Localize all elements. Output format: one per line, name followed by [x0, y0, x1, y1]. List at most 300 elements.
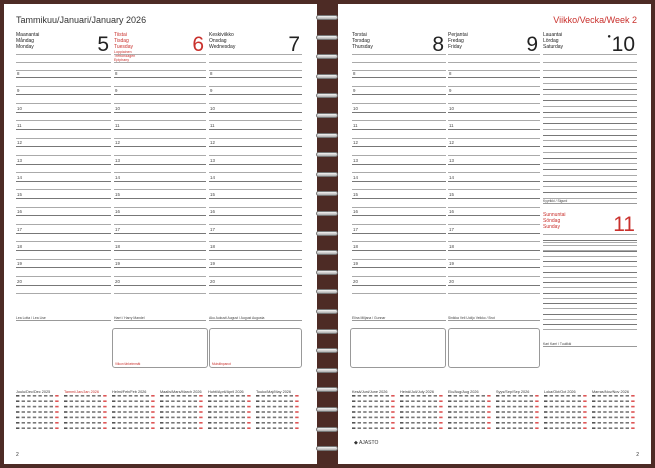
- calendar-date-mark: [434, 411, 437, 413]
- calendar-date-mark: [572, 411, 575, 413]
- calendar-date-mark: [27, 406, 30, 408]
- half-hour-line: [16, 276, 111, 277]
- calendar-date-mark: [518, 395, 521, 397]
- calendar-date-mark: [620, 417, 623, 419]
- calendar-date-mark: [284, 417, 287, 419]
- calendar-date-mark: [363, 411, 366, 413]
- calendar-date-mark: [487, 406, 490, 408]
- spiral-ring: [316, 288, 338, 295]
- half-hour-line: [448, 86, 540, 87]
- calendar-date-mark: [626, 427, 629, 429]
- calendar-date-mark: [22, 400, 25, 402]
- calendar-date-mark: [583, 411, 586, 413]
- calendar-date-mark: [535, 400, 538, 402]
- calendar-date-mark: [177, 417, 180, 419]
- calendar-date-mark: [166, 400, 169, 402]
- calendar-date-mark: [363, 427, 366, 429]
- hour-line: [448, 105, 540, 113]
- calendar-date-mark: [561, 406, 564, 408]
- calendar-date-mark: [406, 427, 409, 429]
- hour-label: 10: [210, 105, 215, 111]
- notes-box-thursday[interactable]: [350, 328, 446, 368]
- calendar-date-mark: [417, 417, 420, 419]
- calendar-date-mark: [482, 422, 485, 424]
- calendar-date-mark: [428, 427, 431, 429]
- calendar-date-mark: [284, 400, 287, 402]
- calendar-date-mark: [290, 406, 293, 408]
- calendar-date-mark: [112, 400, 115, 402]
- half-hour-line: [114, 276, 206, 277]
- ring-wire: [316, 191, 338, 196]
- calendar-date-mark: [273, 400, 276, 402]
- calendar-date-mark: [487, 427, 490, 429]
- calendar-date-mark: [118, 422, 121, 424]
- hour-line: [543, 192, 637, 193]
- calendar-date-mark: [598, 417, 601, 419]
- calendar-date-mark: [22, 427, 25, 429]
- calendar-date-mark: [33, 406, 36, 408]
- calendar-date-mark: [626, 422, 629, 424]
- calendar-date-mark: [33, 395, 36, 397]
- calendar-date-mark: [177, 395, 180, 397]
- day-column-wednesday[interactable]: Keskiviikko Onsdag Wednesday 7 8 9 10 11 12 13 14 15 16 17 18 19 20 Aku Aukusti August / August Augusta: [209, 32, 300, 320]
- calendar-date-mark: [256, 395, 259, 397]
- calendar-date-mark: [598, 411, 601, 413]
- hour-label: 11: [210, 122, 215, 128]
- calendar-date-mark: [626, 417, 629, 419]
- half-hour-line: [16, 224, 111, 225]
- calendar-date-mark: [242, 411, 245, 413]
- calendar-date-mark: [273, 427, 276, 429]
- notes-box[interactable]: Muistiinpanot: [209, 328, 302, 368]
- calendar-date-mark: [417, 427, 420, 429]
- calendar-date-mark: [140, 417, 143, 419]
- month-title: Tammikuu/Januari/January 2026: [16, 15, 147, 25]
- hour-line: [16, 226, 111, 234]
- calendar-date-mark: [400, 417, 403, 419]
- half-hour-line: [543, 266, 637, 267]
- day-number: 10: [611, 33, 635, 56]
- hour-line: [543, 181, 637, 182]
- calendar-date-mark: [386, 406, 389, 408]
- hour-label: 14: [17, 174, 22, 180]
- calendar-date-mark: [487, 400, 490, 402]
- calendar-date-mark: [225, 400, 228, 402]
- hour-line: [16, 71, 111, 78]
- hour-line: [448, 244, 540, 251]
- calendar-date-mark: [518, 422, 521, 424]
- half-hour-line: [114, 86, 206, 87]
- calendar-date-mark: [487, 417, 490, 419]
- calendar-date-mark: [352, 400, 355, 402]
- hour-label: 15: [115, 192, 120, 198]
- calendar-date-mark: [465, 417, 468, 419]
- calendar-date-mark: [598, 395, 601, 397]
- calendar-date-mark: [278, 411, 281, 413]
- calendar-date-mark: [454, 406, 457, 408]
- calendar-date-mark: [166, 427, 169, 429]
- calendar-date-mark: [70, 395, 73, 397]
- hour-line: [448, 209, 540, 216]
- ring-wire: [316, 427, 338, 432]
- day-number: 11: [613, 213, 635, 236]
- calendar-date-mark: [448, 411, 451, 413]
- calendar-date-mark: [592, 406, 595, 408]
- calendar-date-mark: [502, 422, 505, 424]
- calendar-date-mark: [118, 417, 121, 419]
- hour-line: [448, 226, 540, 234]
- calendar-date-mark: [380, 422, 383, 424]
- hour-label: 17: [449, 226, 454, 232]
- hour-label: 9: [115, 88, 118, 94]
- calendar-date-mark: [70, 427, 73, 429]
- calendar-date-mark: [256, 400, 259, 402]
- hour-label: 18: [449, 244, 454, 249]
- calendar-date-mark: [256, 411, 259, 413]
- calendar-date-mark: [123, 400, 126, 402]
- calendar-date-mark: [70, 400, 73, 402]
- calendar-date-mark: [50, 417, 53, 419]
- calendar-date-mark: [417, 406, 420, 408]
- calendar-date-mark: [247, 422, 250, 424]
- ring-wire: [316, 152, 338, 157]
- half-hour-line: [543, 308, 637, 309]
- calendar-date-mark: [225, 427, 228, 429]
- calendar-date-mark: [544, 411, 547, 413]
- calendar-date-mark: [530, 417, 533, 419]
- hour-label: 8: [353, 71, 356, 76]
- half-hour-line: [209, 207, 302, 208]
- ring-wire: [316, 250, 338, 255]
- rule-line: [543, 70, 637, 71]
- rule-line: [448, 62, 540, 63]
- day-column-friday[interactable]: Perjantai Fredag Friday 9 8 9 10 11 12 13 14 15 16 17 18 19 20 Sinikka Veli Uolijo Veikko / Brut: [448, 32, 538, 320]
- calendar-date-mark: [247, 395, 250, 397]
- calendar-date-mark: [214, 427, 217, 429]
- calendar-date-mark: [33, 417, 36, 419]
- hour-label: 9: [449, 88, 452, 94]
- calendar-date-mark: [465, 400, 468, 402]
- calendar-date-mark: [550, 422, 553, 424]
- calendar-date-mark: [273, 411, 276, 413]
- calendar-date-mark: [194, 422, 197, 424]
- hour-label: 8: [449, 71, 452, 76]
- calendar-date-mark: [64, 417, 67, 419]
- spiral-ring: [316, 92, 338, 99]
- calendar-date-mark: [380, 411, 383, 413]
- calendar-date-mark: [194, 406, 197, 408]
- calendar-date-mark: [518, 417, 521, 419]
- calendar-date-mark: [16, 422, 19, 424]
- hour-label: 11: [449, 122, 454, 128]
- calendar-date-mark: [267, 411, 270, 413]
- calendar-date-mark: [544, 422, 547, 424]
- calendar-date-mark: [44, 417, 47, 419]
- calendar-date-mark: [103, 395, 106, 397]
- calendar-date-mark: [561, 422, 564, 424]
- calendar-date-mark: [278, 406, 281, 408]
- calendar-date-mark: [50, 411, 53, 413]
- calendar-date-mark: [482, 406, 485, 408]
- mini-calendar: Loka/Okt/Oct 2026: [544, 390, 590, 435]
- calendar-date-mark: [278, 422, 281, 424]
- half-hour-line: [352, 103, 446, 104]
- calendar-date-mark: [578, 411, 581, 413]
- calendar-date-mark: [171, 427, 174, 429]
- calendar-date-mark: [75, 400, 78, 402]
- calendar-date-mark: [572, 406, 575, 408]
- calendar-date-mark: [482, 427, 485, 429]
- calendar-date-mark: [151, 406, 154, 408]
- calendar-date-mark: [358, 411, 361, 413]
- ring-wire: [316, 231, 338, 236]
- calendar-date-mark: [363, 417, 366, 419]
- spiral-ring: [316, 367, 338, 374]
- calendar-date-mark: [50, 406, 53, 408]
- mini-calendar: Maalis/Mars/March 2026: [160, 390, 206, 435]
- half-hour-line: [209, 103, 302, 104]
- hour-line: [543, 282, 637, 283]
- calendar-date-mark: [267, 395, 270, 397]
- half-hour-line: [448, 120, 540, 121]
- calendar-date-mark: [454, 417, 457, 419]
- calendar-date-mark: [358, 406, 361, 408]
- calendar-date-mark: [171, 406, 174, 408]
- calendar-date-mark: [555, 411, 558, 413]
- calendar-date-mark: [182, 411, 185, 413]
- calendar-date-mark: [411, 422, 414, 424]
- calendar-date-mark: [411, 395, 414, 397]
- calendar-date-mark: [496, 417, 499, 419]
- calendar-date-mark: [439, 395, 442, 397]
- calendar-date-mark: [631, 406, 634, 408]
- calendar-date-mark: [448, 427, 451, 429]
- day-column-saturday[interactable]: Lauantai Lördag Saturday ● 10 Kyyrikki / Sigurd: [543, 32, 635, 203]
- hour-label: 12: [115, 140, 120, 146]
- calendar-date-mark: [561, 427, 564, 429]
- rule-line: [543, 62, 637, 63]
- calendar-date-mark: [225, 406, 228, 408]
- calendar-date-mark: [352, 411, 355, 413]
- hour-line: [16, 157, 111, 165]
- calendar-date-mark: [112, 417, 115, 419]
- calendar-date-mark: [160, 422, 163, 424]
- day-column-tuesday[interactable]: Tiistai Tisdag Tuesday Loppiainen Trettondagen Epiphany 6 8 9 10 11 12 13 14 15 16 17 18 19 20 Harri / Harry Mandel: [114, 32, 204, 320]
- calendar-date-mark: [459, 400, 462, 402]
- calendar-date-mark: [290, 422, 293, 424]
- calendar-date-mark: [513, 417, 516, 419]
- hour-label: 15: [449, 192, 454, 198]
- ring-wire: [316, 289, 338, 294]
- rule-line: [352, 62, 446, 63]
- calendar-date-mark: [295, 411, 298, 413]
- half-hour-line: [114, 293, 206, 294]
- half-hour-line: [543, 256, 637, 257]
- calendar-date-mark: [75, 417, 78, 419]
- hour-label: 12: [210, 140, 215, 146]
- calendar-date-mark: [160, 395, 163, 397]
- half-hour-line: [448, 224, 540, 225]
- calendar-date-mark: [171, 422, 174, 424]
- hour-line: [352, 105, 446, 113]
- calendar-date-mark: [146, 427, 149, 429]
- left-page: [4, 4, 317, 464]
- calendar-date-mark: [16, 411, 19, 413]
- day-column-monday[interactable]: Maanantai Måndag Monday 5 8 9 10 11 12 13 14 15 16 17 18 19 20 Lea Lotta / Lea Lise: [16, 32, 109, 320]
- notes-box-friday[interactable]: [448, 328, 540, 368]
- rule-line: [543, 54, 637, 55]
- hour-line: [543, 240, 637, 241]
- day-column-sunday[interactable]: Sunnuntai Söndag Sunday 11 Kari Karri / Tuulikki: [543, 212, 635, 346]
- hour-line: [16, 209, 111, 216]
- calendar-date-mark: [422, 427, 425, 429]
- calendar-date-mark: [44, 422, 47, 424]
- calendar-date-mark: [482, 411, 485, 413]
- calendar-date-mark: [380, 427, 383, 429]
- calendar-date-mark: [555, 422, 558, 424]
- calendar-date-mark: [507, 406, 510, 408]
- hour-label: 9: [353, 88, 356, 94]
- hour-line: [448, 88, 540, 95]
- calendar-date-mark: [555, 395, 558, 397]
- calendar-date-mark: [400, 395, 403, 397]
- calendar-date-mark: [620, 422, 623, 424]
- calendar-date-mark: [236, 427, 239, 429]
- calendar-date-mark: [273, 406, 276, 408]
- calendar-date-mark: [380, 417, 383, 419]
- half-hour-line: [448, 103, 540, 104]
- calendar-date-mark: [358, 427, 361, 429]
- half-hour-line: [543, 106, 637, 107]
- calendar-date-mark: [592, 400, 595, 402]
- calendar-date-mark: [194, 411, 197, 413]
- calendar-date-mark: [22, 422, 25, 424]
- calendar-date-mark: [151, 422, 154, 424]
- calendar-date-mark: [583, 395, 586, 397]
- day-number: 5: [97, 33, 109, 56]
- calendar-date-mark: [470, 427, 473, 429]
- half-hour-line: [114, 241, 206, 242]
- calendar-date-mark: [225, 411, 228, 413]
- calendar-date-mark: [208, 400, 211, 402]
- hour-line: [448, 71, 540, 78]
- spiral-ring: [316, 249, 338, 256]
- calendar-date-mark: [566, 395, 569, 397]
- calendar-date-mark: [592, 427, 595, 429]
- calendar-date-mark: [214, 417, 217, 419]
- calendar-date-mark: [177, 411, 180, 413]
- calendar-date-mark: [86, 395, 89, 397]
- calendar-date-mark: [470, 422, 473, 424]
- calendar-date-mark: [242, 395, 245, 397]
- hour-line: [209, 105, 302, 113]
- nameday-line: Aku Aukusti August / August Augusta: [209, 316, 302, 321]
- half-hour-line: [209, 241, 302, 242]
- hour-label: 13: [115, 157, 120, 163]
- ring-wire: [316, 93, 338, 98]
- calendar-date-mark: [55, 427, 58, 429]
- calendar-date-mark: [242, 417, 245, 419]
- calendar-date-mark: [614, 417, 617, 419]
- calendar-date-mark: [369, 395, 372, 397]
- calendar-date-mark: [603, 395, 606, 397]
- calendar-date-mark: [188, 400, 191, 402]
- ring-wire: [316, 15, 338, 20]
- calendar-date-mark: [502, 411, 505, 413]
- calendar-date-mark: [448, 422, 451, 424]
- day-number: 6: [192, 33, 204, 56]
- calendar-date-mark: [188, 427, 191, 429]
- calendar-date-mark: [502, 417, 505, 419]
- hour-line: [543, 158, 637, 159]
- hour-line: [209, 157, 302, 165]
- calendar-date-mark: [230, 395, 233, 397]
- calendar-date-mark: [391, 411, 394, 413]
- half-hour-line: [352, 293, 446, 294]
- calendar-date-mark: [70, 422, 73, 424]
- calendar-date-mark: [380, 406, 383, 408]
- calendar-date-mark: [507, 411, 510, 413]
- spiral-ring: [316, 308, 338, 315]
- hour-label: 9: [17, 88, 20, 94]
- hour-label: 13: [449, 157, 454, 163]
- calendar-date-mark: [236, 422, 239, 424]
- calendar-date-mark: [470, 400, 473, 402]
- half-hour-line: [448, 276, 540, 277]
- calendar-date-mark: [75, 411, 78, 413]
- calendar-date-mark: [544, 417, 547, 419]
- weekly-important-box[interactable]: Viikon tärkeimmät: [112, 328, 208, 368]
- hour-line: [209, 140, 302, 147]
- hour-line: [114, 157, 206, 165]
- calendar-date-mark: [476, 427, 479, 429]
- calendar-date-mark: [507, 427, 510, 429]
- hour-label: 16: [449, 209, 454, 215]
- calendar-date-mark: [86, 406, 89, 408]
- calendar-date-mark: [470, 411, 473, 413]
- calendar-date-mark: [572, 417, 575, 419]
- calendar-date-mark: [160, 417, 163, 419]
- half-hour-line: [448, 259, 540, 260]
- calendar-date-mark: [171, 411, 174, 413]
- ring-wire: [316, 387, 338, 392]
- calendar-date-mark: [620, 406, 623, 408]
- hour-label: 20: [449, 278, 454, 284]
- calendar-date-mark: [454, 427, 457, 429]
- calendar-date-mark: [411, 411, 414, 413]
- calendar-date-mark: [391, 406, 394, 408]
- half-hour-line: [114, 138, 206, 139]
- calendar-date-mark: [535, 422, 538, 424]
- calendar-date-mark: [631, 427, 634, 429]
- ring-wire: [316, 368, 338, 373]
- calendar-date-mark: [151, 400, 154, 402]
- calendar-date-mark: [487, 395, 490, 397]
- calendar-date-mark: [439, 427, 442, 429]
- hour-line: [543, 314, 637, 315]
- calendar-date-mark: [262, 417, 265, 419]
- calendar-date-mark: [295, 406, 298, 408]
- calendar-date-mark: [262, 406, 265, 408]
- spiral-ring: [316, 73, 338, 80]
- calendar-date-mark: [417, 411, 420, 413]
- rule-line: [16, 70, 111, 71]
- hour-line: [448, 122, 540, 130]
- calendar-date-mark: [358, 417, 361, 419]
- calendar-date-mark: [544, 406, 547, 408]
- calendar-date-mark: [550, 417, 553, 419]
- day-column-thursday[interactable]: Torstai Torsdag Thursday 8 8 9 10 11 12 13 14 15 16 17 18 19 20 Elina Miljana / Gunnar: [352, 32, 444, 320]
